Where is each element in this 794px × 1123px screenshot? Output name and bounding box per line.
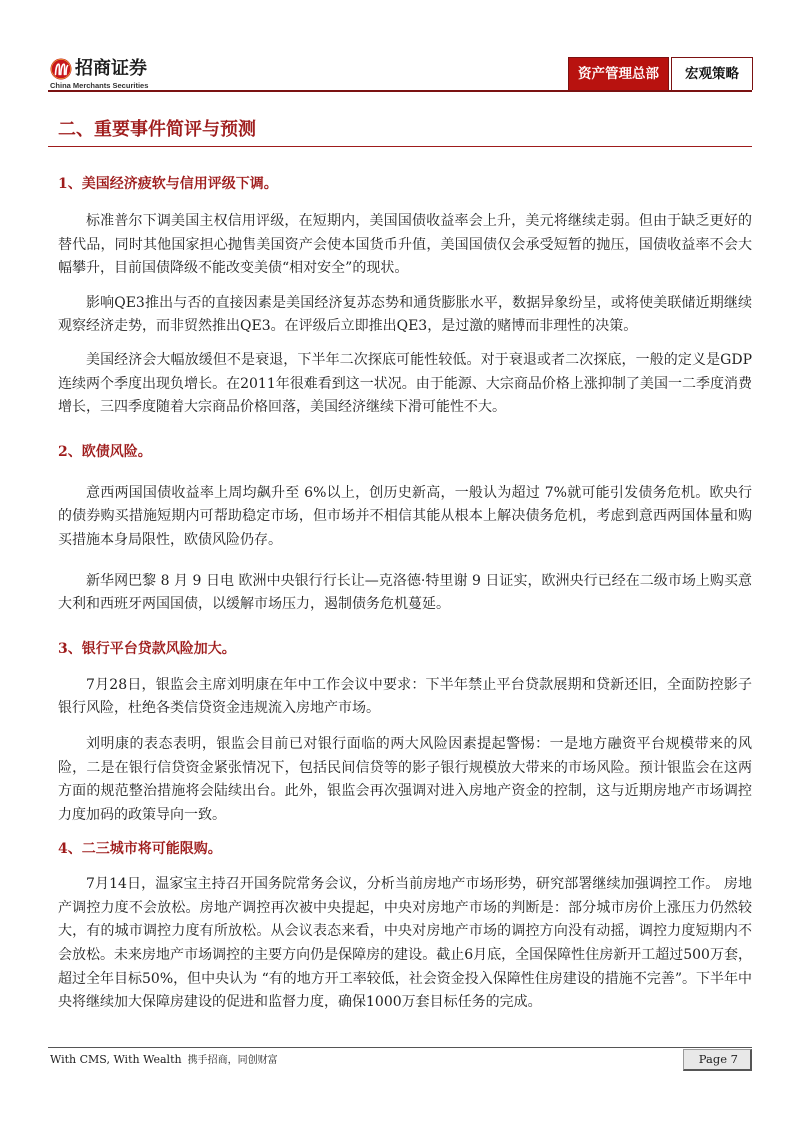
footer-slogan-en: With CMS, With Wealth (50, 1053, 182, 1066)
department-label: 资产管理总部 (568, 57, 669, 90)
footer-slogan-cn: 携手招商，同创财富 (187, 1055, 278, 1066)
subsection-heading-3: 3、银行平台贷款风险加大。 (58, 640, 236, 657)
header-rule (48, 90, 752, 92)
category-label: 宏观策略 (671, 57, 753, 90)
section-title-bar (48, 116, 752, 147)
page-number-box (683, 1049, 752, 1071)
page-number: Page 7 (698, 1052, 738, 1066)
subsection-heading-4: 4、二三城市将可能限购。 (58, 841, 222, 858)
paragraph: 美国经济会大幅放缓但不是衰退，下半年二次探底可能性较低。对于衰退或者二次探底，一般的定义是GDP连续两个季度出现负增长。在2011年很难看到这一状况。由于能源、大宗商品价格上涨抑制了美国一二季度消费增长，三四季度随着大宗商品价格回落，美国经济继续下滑可能性不大。 (58, 351, 752, 416)
paragraph: 标准普尔下调美国主权信用评级，在短期内，美国国债收益率会上升，美元将继续走弱。但由于缺乏更好的替代品，同时其他国家担心抛售美国资产会使本国货币升值，美国国债仅会承受短暂的抛压，国债收益率不会大幅攀升，目前国债降级不能改变美债“相对安全”的现状。 (58, 213, 752, 277)
paragraph: 7月28日，银监会主席刘明康在年中工作会议中要求：下半年禁止平台贷款展期和贷新还旧，全面防控影子银行风险，杜绝各类信贷资金违规流入房地产市场。 (58, 676, 752, 717)
paragraph: 新华网巴黎 8 月 9 日电 欧洲中央银行行长让—克洛德·特里谢 9 日证实，欧洲央行已经在二级市场上购买意大利和西班牙两国国债，以缓解市场压力，遏制债务危机蔓延。 (58, 572, 752, 613)
cms-logo-icon (50, 58, 72, 80)
paragraph: 刘明康的表态表明，银监会目前已对银行面临的两大风险因素提起警惕：一是地方融资平台规模带来的风险，二是在银行信贷资金紧张情况下，包括民间信贷等的影子银行规模放大带来的市场风险。预计银监会在这两方面的规范整治措施将会陆续出台。此外，银监会再次强调对进入房地产资金的控制，这与近期房地产市场调控力度加码的政策导向一致。 (58, 735, 752, 823)
footer-rule (48, 1047, 752, 1048)
subsection-heading-1: 1、美国经济疲软与信用评级下调。 (58, 176, 278, 192)
paragraph: 影响QE3推出与否的直接因素是美国经济复苏态势和通货膨胀水平，数据异象纷呈，或将使美联储近期继续观察经济走势，而非贸然推出QE3。在评级后立即推出QE3，是过激的赌博而非理性的决策。 (58, 294, 752, 335)
logo-subtitle: China Merchants Securities (50, 81, 149, 90)
document-body (58, 147, 752, 1015)
section-title: 二、重要事件简评与预测 (58, 119, 256, 140)
subsection-heading-2: 2、欧债风险。 (58, 443, 152, 460)
paragraph: 意西两国国债收益率上周均飙升至 6%以上，创历史新高，一般认为超过 7%就可能引发债务危机。欧央行的债券购买措施短期内可帮助稳定市场，但市场并不相信其能从根本上解决债务危机，考虑到意西两国体量和购买措施本身局限性，欧债风险仍存。 (58, 484, 752, 548)
footer-slogan (50, 1052, 278, 1068)
paragraph: 7月14日，温家宝主持召开国务院常务会议，分析当前房地产市场形势，研究部署继续加强调控工作。 房地产调控力度不会放松。房地产调控再次被中央提起，中央对房地产市场的判断是：部分城市房价上涨压力仍然较大，有的城市调控力度有所放松。从会议表态来看，中央对房地产市场的调控方向没有动摇，调控力度短期内不会放松。未来房地产市场调控的主要方向仍是保障房的建设。截止6月底，全国保障性住房新开工超过500万套，超过全年目标50%，但中央认为 “有的地方开工率较低，社会资金投入保障性住房建设的措施不完善”。下半年中央将继续加大保障房建设的促进和监督力度，确保1000万套目标任务的完成。 (58, 876, 752, 1011)
logo-name: 招商证券 (75, 58, 147, 79)
